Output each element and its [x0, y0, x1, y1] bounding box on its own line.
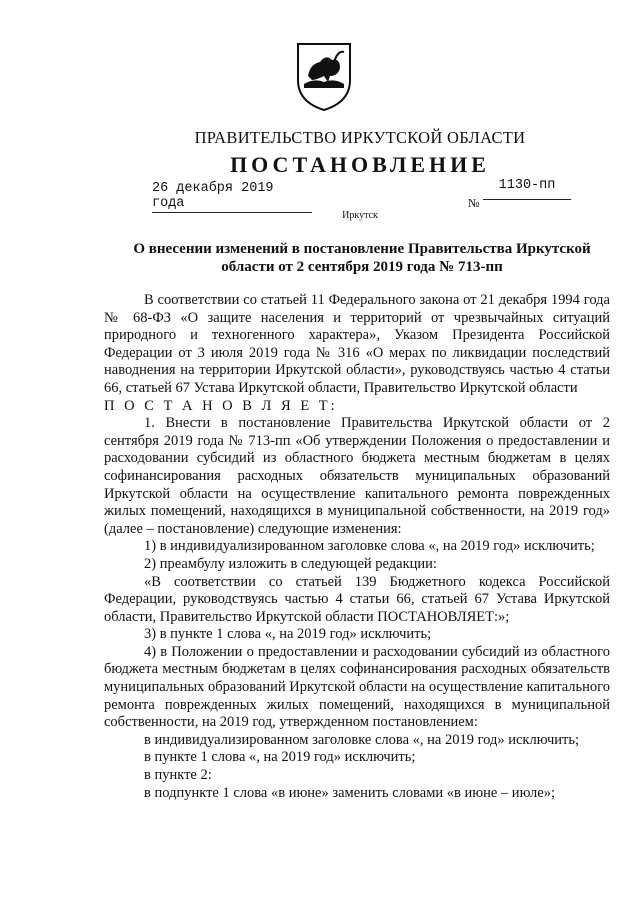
clause-paragraph: 1) в индивидуализированном заголовке слова «, на 2019 год» исключить;	[144, 538, 595, 555]
clause-paragraph: 3) в пункте 1 слова «, на 2019 год» исключить;	[144, 626, 432, 643]
heading-line: области от 2 сентября 2019 года № 713-пп	[221, 259, 503, 275]
city: Иркутск	[342, 210, 378, 221]
clause-paragraph: 1. Внести в постановление Правительства Иркутской области от 2 сентября 2019 года № 713-пп «Об утверждении Положения о предоставлении и расходовании субсидий из областного бюджета местным бюджетам в целях софинансирования расходных обязательств муниципальных образований Иркутской области на осуществление капитального ремонта поврежденных жилых помещений, находящихся в муниципальной собственности, на 2019 год» (далее – постановление) следующие изменения:	[104, 415, 610, 537]
document-date: 26 декабря 2019 года	[152, 181, 312, 213]
coat-of-arms-icon	[294, 40, 354, 112]
clause-paragraph: в подпункте 1 слова «в июне» заменить словами «в июне – июле»;	[144, 784, 555, 801]
resolves-label: П О С Т А Н О В Л Я Е Т:	[104, 397, 338, 414]
document-number: 1130-пп	[483, 178, 571, 200]
clause-paragraph: 4) в Положении о предоставлении и расходовании субсидий из областного бюджета местным бюджетам в целях софинансирования расходных обязательств муниципальных образований Иркутской области на осуществление капитального ремонта поврежденных жилых помещений, находящихся в муниципальной собственности, на 2019 год, утвержденном постановлением:	[104, 643, 610, 731]
number-sign: №	[468, 196, 480, 210]
clause-paragraph: в пункте 1 слова «, на 2019 год» исключить;	[144, 749, 416, 766]
document-body	[104, 292, 610, 802]
clause-paragraph: «В соответствии со статьей 139 Бюджетного кодекса Российской Федерации, руководствуясь частью 4 статьи 66, статьей 67 Устава Иркутской области, Правительство Иркутской области ПОСТАНОВЛЯЕТ:»;	[104, 573, 610, 625]
clause-paragraph: в индивидуализированном заголовке слова «, на 2019 год» исключить;	[144, 731, 580, 748]
government-name: ПРАВИТЕЛЬСТВО ИРКУТСКОЙ ОБЛАСТИ	[194, 128, 526, 147]
heading-line: О внесении изменений в постановление Правительства Иркутской	[133, 241, 591, 257]
document-heading	[114, 240, 610, 276]
document-type: ПОСТАНОВЛЕНИЕ	[230, 152, 490, 177]
clause-paragraph: 2) преамбулу изложить в следующей редакции:	[144, 555, 437, 572]
clause-paragraph: в пункте 2:	[144, 767, 212, 784]
preamble-paragraph: В соответствии со статьей 11 Федерального закона от 21 декабря 1994 года № 68-ФЗ «О защите населения и территорий от чрезвычайных ситуаций природного и техногенного характера», Указом Президента Российской Федерации от 3 июля 2019 года № 316 «О мерах по ликвидации последствий наводнения на территории Иркутской области», руководствуясь частью 4 статьи 66, статьей 67 Устава Иркутской области, Правительство Иркутской области	[104, 292, 610, 396]
